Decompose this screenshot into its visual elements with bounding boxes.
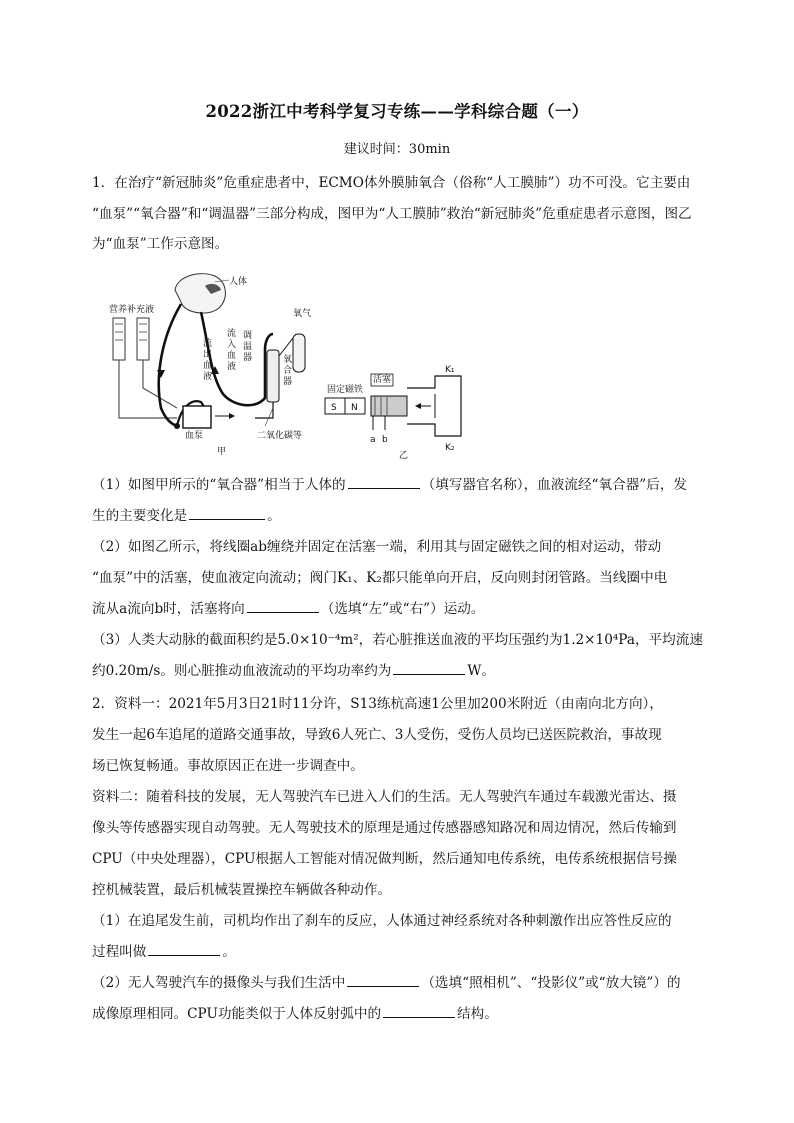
q2-material1-line-3: 场已恢复畅通。事故原因正在进一步调查中。 bbox=[92, 758, 364, 774]
co2-label: 二氧化碳等 bbox=[257, 431, 303, 441]
ecmo-figure bbox=[105, 268, 485, 468]
q1-stem-line-3: 为“血泵”工作示意图。 bbox=[92, 236, 229, 252]
terminal-b: b bbox=[382, 435, 388, 445]
suggested-time: 建议时间：30min bbox=[343, 142, 451, 157]
q1-sub2-line-1: （2）如图乙所示，将线圈ab缠绕并固定在活塞一端，利用其与固定磁铁之间的相对运动，带动 bbox=[92, 539, 662, 555]
pump-label: 血泵 bbox=[185, 431, 204, 441]
oxygen-label: 氧气 bbox=[293, 309, 312, 319]
inflow-label: 流入血液 bbox=[227, 329, 237, 372]
regulator-label: 调温器 bbox=[243, 331, 253, 363]
q2-sub1-line-2: 过程叫做 。 bbox=[92, 937, 704, 968]
q2-material2-line-3: CPU（中央处理器），CPU根据人工智能对情况做判断，然后通知电传系统，电传系统根据信号操 bbox=[92, 851, 677, 867]
answer-blank[interactable] bbox=[347, 972, 419, 987]
figure-b bbox=[325, 365, 461, 461]
pole-s: S bbox=[331, 403, 337, 413]
q1-sub3-line-2: 约0.20m/s。则心脏推动血液流动的平均功率约为 W。 bbox=[92, 656, 704, 687]
answer-blank[interactable] bbox=[247, 598, 319, 613]
pole-n: N bbox=[351, 403, 358, 413]
answer-blank[interactable] bbox=[148, 941, 220, 956]
page-title: 2022浙江中考科学复习专练——学科综合题（一） bbox=[205, 102, 589, 121]
fig-b-label: 乙 bbox=[399, 451, 409, 461]
magnet-label: 固定磁铁 bbox=[327, 385, 364, 395]
q2-sub1-line-1: （1）在追尾发生前，司机均作出了刹车的反应，人体通过神经系统对各种刺激作出应答性反应的 bbox=[92, 913, 672, 929]
q2-material2-line-4: 控机械装置，最后机械装置操控车辆做各种动作。 bbox=[92, 882, 392, 898]
oxygenator bbox=[267, 350, 279, 402]
answer-blank[interactable] bbox=[189, 505, 265, 520]
figure-a bbox=[109, 274, 311, 457]
k1-label: K₁ bbox=[445, 365, 455, 375]
q1-sub2-line-2: “血泵”中的活塞，使血液定向流动；阀门K₁、K₂都只能单向开启，反向则封闭管路。当线圈中电 bbox=[92, 570, 668, 586]
answer-blank[interactable] bbox=[383, 1003, 455, 1018]
answer-blank[interactable] bbox=[348, 474, 420, 489]
oxygenator-label: 氧合器 bbox=[283, 355, 293, 387]
q2-sub2-line-2: 成像原理相同。CPU功能类似于人体反射弧中的 结构。 bbox=[92, 999, 704, 1030]
q1-sub2-line-3: 流从a流向b时，活塞将向 （选填“左”或“右”）运动。 bbox=[92, 594, 704, 625]
q1-stem-line-1: 1．在治疗“新冠肺炎”危重症患者中，ECMO体外膜肺氧合（俗称“人工膜肺”）功不可没。它主要由 bbox=[92, 175, 691, 191]
body-label: 人体 bbox=[229, 277, 248, 287]
nutrient-label: 营养补充液 bbox=[109, 305, 155, 315]
q2-material2-line-2: 像头等传感器实现自动驾驶。无人驾驶技术的原理是通过传感器感知路况和周边情况，然后传输到 bbox=[92, 820, 677, 836]
q1-sub1-line-2: 生的主要变化是 。 bbox=[92, 501, 704, 532]
q1-sub3-line-1: （3）人类大动脉的截面积约是5.0×10⁻⁴m²，若心脏推送血液的平均压强约为1.2×10⁴Pa，平均流速 bbox=[92, 632, 703, 648]
coil bbox=[371, 396, 407, 416]
k2-label: K₂ bbox=[445, 443, 455, 453]
answer-blank[interactable] bbox=[393, 660, 465, 675]
q1-stem-line-2: “血泵”“氧合器”和“调温器”三部分构成，图甲为“人工膜肺”救治“新冠肺炎”危重症患者示意图，图乙 bbox=[92, 206, 692, 222]
q2-sub2-line-1: （2）无人驾驶汽车的摄像头与我们生活中 （选填“照相机”、“投影仪”或“放大镜”）的 bbox=[92, 968, 704, 999]
q2-material2-line-1: 资料二：随着科技的发展，无人驾驶汽车已进入人们的生活。无人驾驶汽车通过车载激光雷达、摄 bbox=[92, 789, 677, 805]
q2-material1-line-2: 发生一起6车追尾的道路交通事故，导致6人死亡、3人受伤，受伤人员均已送医院救治，事故现 bbox=[92, 727, 662, 743]
oxygen-tank bbox=[293, 334, 305, 372]
outflow-label: 流出血液 bbox=[203, 339, 213, 382]
fig-a-label: 甲 bbox=[217, 447, 227, 457]
q1-sub1-line-1: （1）如图甲所示的“氧合器”相当于人体的 （填写器官名称），血液流经“氧合器”后，发 bbox=[92, 470, 704, 501]
blood-pump bbox=[183, 406, 211, 428]
q2-material1-line-1: 2．资料一：2021年5月3日21时11分许，S13练杭高速1公里加200米附近（由南向北方向）， bbox=[92, 696, 663, 712]
piston-label: 活塞 bbox=[373, 375, 392, 385]
terminal-a: a bbox=[370, 435, 376, 445]
